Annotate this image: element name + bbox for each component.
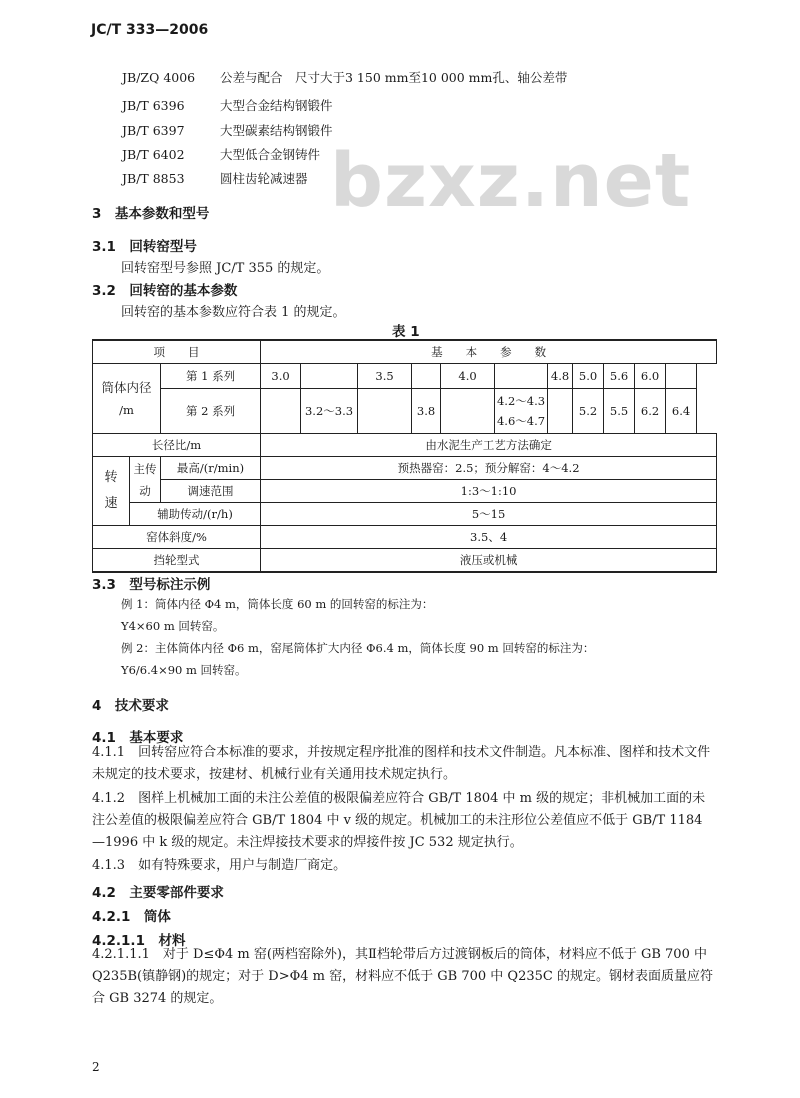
reference-code: JB/ZQ 4006	[122, 70, 196, 85]
table-row-series-2	[93, 389, 717, 434]
section-3-3-heading: 3.3 型号标注示例	[92, 577, 211, 593]
series-2-value-stacked	[495, 389, 548, 434]
reference-item	[122, 121, 333, 139]
series-2-value: 6.4	[666, 389, 697, 434]
table-row-series-1	[93, 364, 717, 389]
table-row-slope	[93, 526, 717, 549]
series-1-value	[495, 364, 548, 389]
aux-drive-value: 5～15	[261, 503, 717, 526]
series-1-value	[412, 364, 441, 389]
section-4-1-heading: 4.1 基本要求	[92, 730, 184, 746]
series-1-value	[301, 364, 358, 389]
clause-4-2-1-1-1: 4.2.1.1.1 对于 D≤Φ4 m 窑(两档窑除外)，其Ⅱ档轮带后方过渡钢板后的筒体，材料应不低于 GB 700 中 Q235B(镇静钢)的规定；对于 D>Φ4 m 窑，材料应不低于 GB 700 中 Q235C 的规定。钢材表面质量应符合 GB 3274 的规定。	[92, 947, 713, 1006]
section-3-1-heading: 3.1 回转窑型号	[92, 239, 197, 255]
series-2-value: 5.5	[604, 389, 635, 434]
series-2-value: 3.2～3.3	[301, 389, 358, 434]
reference-title: 圆柱齿轮减速器	[220, 171, 308, 186]
reference-item	[122, 169, 308, 187]
table-row-ratio	[93, 434, 717, 457]
speed-range-value: 1:3～1:10	[261, 480, 717, 503]
header-params-cell: 基 本 参 数	[261, 340, 717, 364]
table-row-thrust-roller	[93, 549, 717, 573]
series-2-value: 4.2～4.3	[496, 394, 546, 408]
aux-drive-label: 辅助传动/(r/h)	[130, 503, 261, 526]
clause-4-1-3: 4.1.3 如有特殊要求，用户与制造厂商定。	[92, 858, 347, 873]
reference-code: JB/T 6397	[122, 123, 185, 138]
section-4-2-1-heading: 4.2.1 筒体	[92, 909, 171, 925]
section-3-heading: 3 基本参数和型号	[92, 206, 210, 222]
max-speed-label: 最高/(r/min)	[161, 457, 261, 480]
main-drive-label: 动	[139, 483, 151, 498]
series-1-value: 4.8	[548, 364, 573, 389]
example-1-text: 例 1：筒体内径 Φ4 m，筒体长度 60 m 的回转窑的标注为：	[121, 597, 434, 611]
section-3-2-text: 回转窑的基本参数应符合表 1 的规定。	[121, 305, 346, 320]
reference-code: JB/T 6396	[122, 98, 185, 113]
series-2-value	[358, 389, 412, 434]
speed-label: 转	[104, 470, 118, 485]
section-3-2-heading: 3.2 回转窑的基本参数	[92, 283, 238, 299]
series-2-value: 4.6～4.7	[496, 414, 546, 428]
thrust-roller-value: 液压或机械	[261, 549, 717, 573]
diameter-unit: /m	[119, 402, 134, 417]
section-4-heading: 4 技术要求	[92, 698, 169, 714]
section-3-1-text: 回转窑型号参照 JC/T 355 的规定。	[121, 261, 330, 276]
speed-label-cell	[93, 457, 130, 526]
series-2-value	[441, 389, 495, 434]
watermark: bzxz.net	[330, 138, 692, 224]
diameter-label-cell	[93, 364, 161, 434]
series-1-value: 3.0	[261, 364, 301, 389]
main-drive-label-cell	[130, 457, 161, 503]
series-1-value: 4.0	[441, 364, 495, 389]
thrust-roller-label: 挡轮型式	[93, 549, 261, 573]
page-number: 2	[92, 1060, 100, 1074]
reference-item	[122, 145, 320, 163]
reference-code: JB/T 6402	[122, 147, 185, 162]
slope-value: 3.5、4	[261, 526, 717, 549]
example-2-text: 例 2：主体筒体内径 Φ6 m，窑尾筒体扩大内径 Φ6.4 m，筒体长度 90 m 回转窑的标注为：	[121, 641, 595, 655]
reference-title: 大型碳素结构钢锻件	[220, 123, 333, 138]
slope-label: 窑体斜度/%	[93, 526, 261, 549]
section-4-2-1-1-heading: 4.2.1.1 材料	[92, 933, 186, 949]
reference-item	[122, 68, 567, 86]
series-1-label: 第 1 系列	[161, 364, 261, 389]
section-4-2-heading: 4.2 主要零部件要求	[92, 885, 224, 901]
series-1-value: 5.0	[573, 364, 604, 389]
table-row-max-speed	[93, 457, 717, 480]
series-1-value	[666, 364, 697, 389]
table-header-row	[93, 340, 717, 364]
series-2-label: 第 2 系列	[161, 389, 261, 434]
table-row-speed-range	[93, 480, 717, 503]
reference-title: 大型合金结构钢锻件	[220, 98, 333, 113]
series-2-value: 5.2	[573, 389, 604, 434]
series-2-value: 3.8	[412, 389, 441, 434]
diameter-label: 筒体内径	[101, 379, 152, 395]
main-drive-label: 主传	[133, 461, 157, 476]
series-1-value: 5.6	[604, 364, 635, 389]
series-2-value: 6.2	[635, 389, 666, 434]
series-1-value: 3.5	[358, 364, 412, 389]
table-row-aux-drive	[93, 503, 717, 526]
reference-item	[122, 96, 333, 114]
speed-label: 速	[104, 496, 118, 511]
ratio-value: 由水泥生产工艺方法确定	[261, 434, 717, 457]
basic-parameters-table	[92, 339, 717, 573]
reference-title: 公差与配合 尺寸大于3 150 mm至10 000 mm孔、轴公差带	[220, 70, 568, 85]
example-1-result: Y4×60 m 回转窑。	[121, 619, 225, 633]
document-code-header: JC/T 333—2006	[91, 22, 209, 38]
clause-4-1-1: 4.1.1 回转窑应符合本标准的要求，并按规定程序批准的图样和技术文件制造。凡本标准、图样和技术文件未规定的技术要求，按建材、机械行业有关通用技术规定执行。	[92, 745, 711, 782]
reference-title: 大型低合金钢铸件	[220, 147, 321, 162]
series-2-value	[261, 389, 301, 434]
series-1-value: 6.0	[635, 364, 666, 389]
max-speed-value: 预热器窑：2.5；预分解窑：4～4.2	[261, 457, 717, 480]
header-item-cell: 项 目	[93, 340, 261, 364]
table-caption: 表 1	[392, 324, 420, 340]
ratio-label: 长径比/m	[93, 434, 261, 457]
clause-4-1-2: 4.1.2 图样上机械加工面的未注公差值的极限偏差应符合 GB/T 1804 中 m 级的规定；非机械加工面的未注公差值的极限偏差应符合 GB/T 1804 中 v 级的规定。机械加工的未注形位公差值应不低于 GB/T 1184—1996 中 k 级的规定。未注焊接技术要求的焊接件按 JC 532 规定执行。	[92, 791, 706, 850]
reference-code: JB/T 8853	[122, 171, 185, 186]
speed-range-label: 调速范围	[161, 480, 261, 503]
series-2-value	[548, 389, 573, 434]
example-2-result: Y6/6.4×90 m 回转窑。	[121, 663, 247, 677]
